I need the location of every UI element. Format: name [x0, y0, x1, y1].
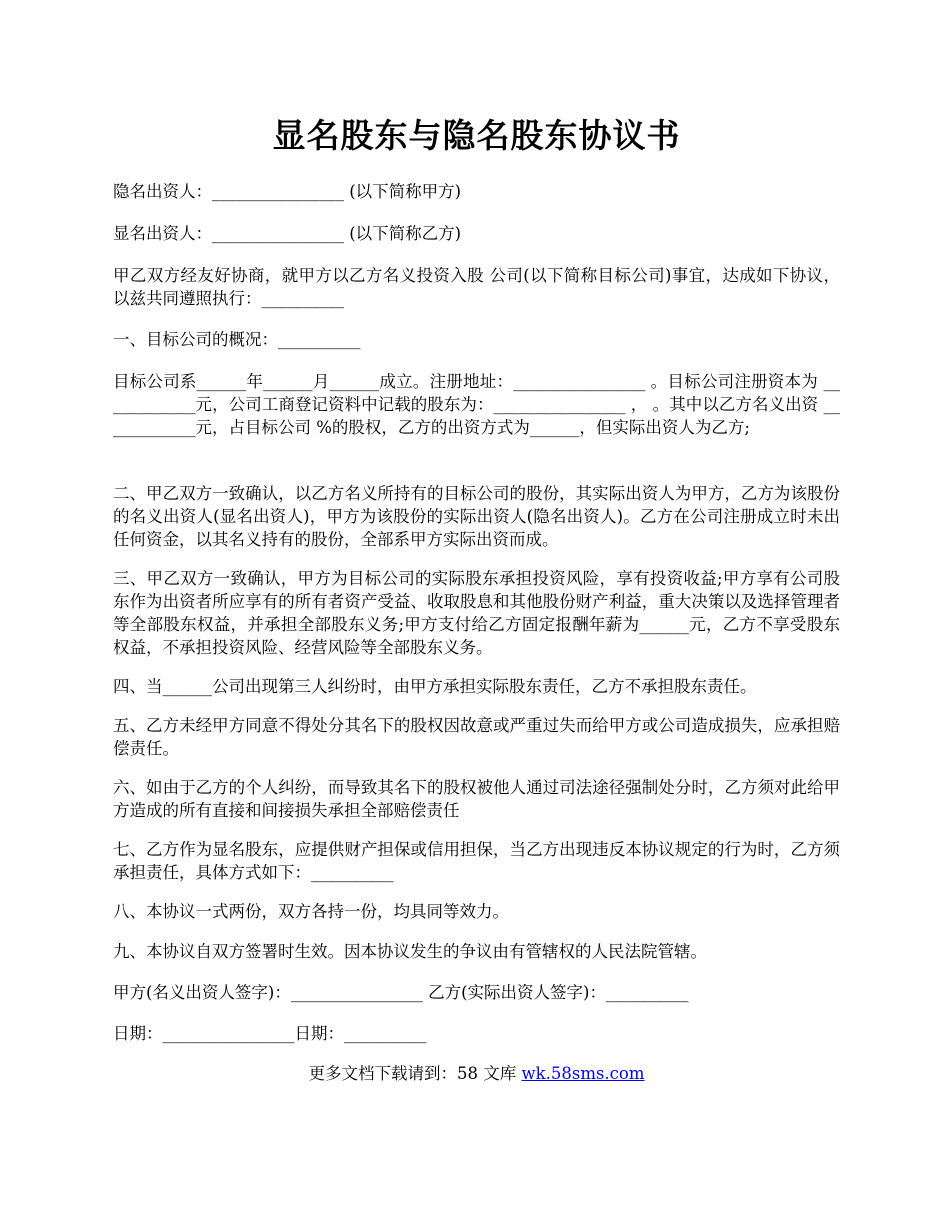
- paragraph-preamble: 甲乙双方经友好协商，就甲方以乙方名义投资入股 公司(以下简称目标公司)事宜，达成如下协议，以兹共同遵照执行：__________: [113, 266, 840, 308]
- paragraph-dates: 日期：________________日期：__________: [113, 1024, 427, 1043]
- paragraph-hidden-investor: 隐名出资人：________________ (以下简称甲方): [113, 182, 462, 201]
- footer-text: 更多文档下载请到：58 文库: [308, 1064, 522, 1083]
- paragraph-named-investor: 显名出资人：________________ (以下简称乙方): [113, 224, 462, 243]
- paragraph-company-overview: 目标公司系______年______月______成立。注册地址：________________ 。目标公司注册资本为 ____________元，公司工商登记资料中记载的股东为：________________ ， 。其中以乙方名义出资 ____________元，占目标公司 %的股权，乙方的出资方式为______，但实际出资人为乙方;: [113, 372, 840, 437]
- footer-link[interactable]: wk.58sms.com: [521, 1064, 645, 1083]
- paragraph-clause-2: 二、甲乙双方一致确认，以乙方名义所持有的目标公司的股份，其实际出资人为甲方，乙方为该股份的名义出资人(显名出资人)，甲方为该股份的实际出资人(隐名出资人)。乙方在公司注册成立时未出任何资金，以其名义持有的股份，全部系甲方实际出资而成。: [113, 484, 840, 549]
- paragraph-clause-6: 六、如由于乙方的个人纠纷，而导致其名下的股权被他人通过司法途径强制处分时，乙方须对此给甲方造成的所有直接和间接损失承担全部赔偿责任: [113, 778, 840, 820]
- paragraph-clause-1-heading: 一、目标公司的概况：__________: [113, 330, 361, 349]
- footer: [113, 1062, 840, 1085]
- paragraph-clause-8: 八、本协议一式两份，双方各持一份，均具同等效力。: [113, 902, 509, 921]
- paragraph-clause-7: 七、乙方作为显名股东，应提供财产担保或信用担保，当乙方出现违反本协议规定的行为时，乙方须承担责任，具体方式如下：__________: [113, 840, 840, 882]
- paragraph-clause-4: 四、当______公司出现第三人纠纷时，由甲方承担实际股东责任，乙方不承担股东责任。: [113, 677, 757, 696]
- paragraph-clause-3: 三、甲乙双方一致确认，甲方为目标公司的实际股东承担投资风险，享有投资收益;甲方享有公司股东作为出资者所应享有的所有者资产受益、收取股息和其他股份财产利益，重大决策以及选择管理者等全部股东权益，并承担全部股东义务;甲方支付给乙方固定报酬年薪为______元，乙方不享受股东权益，不承担投资风险、经营风险等全部股东义务。: [113, 569, 840, 657]
- paragraph-signatures: 甲方(名义出资人签字)：________________ 乙方(实际出资人签字)：__________: [113, 983, 689, 1002]
- paragraph-clause-9: 九、本协议自双方签署时生效。因本协议发生的争议由有管辖权的人民法院管辖。: [113, 942, 707, 961]
- paragraph-clause-5: 五、乙方未经甲方同意不得处分其名下的股权因故意或严重过失而给甲方或公司造成损失，应承担赔偿责任。: [113, 716, 840, 758]
- document-title: 显名股东与隐名股东协议书: [272, 116, 681, 155]
